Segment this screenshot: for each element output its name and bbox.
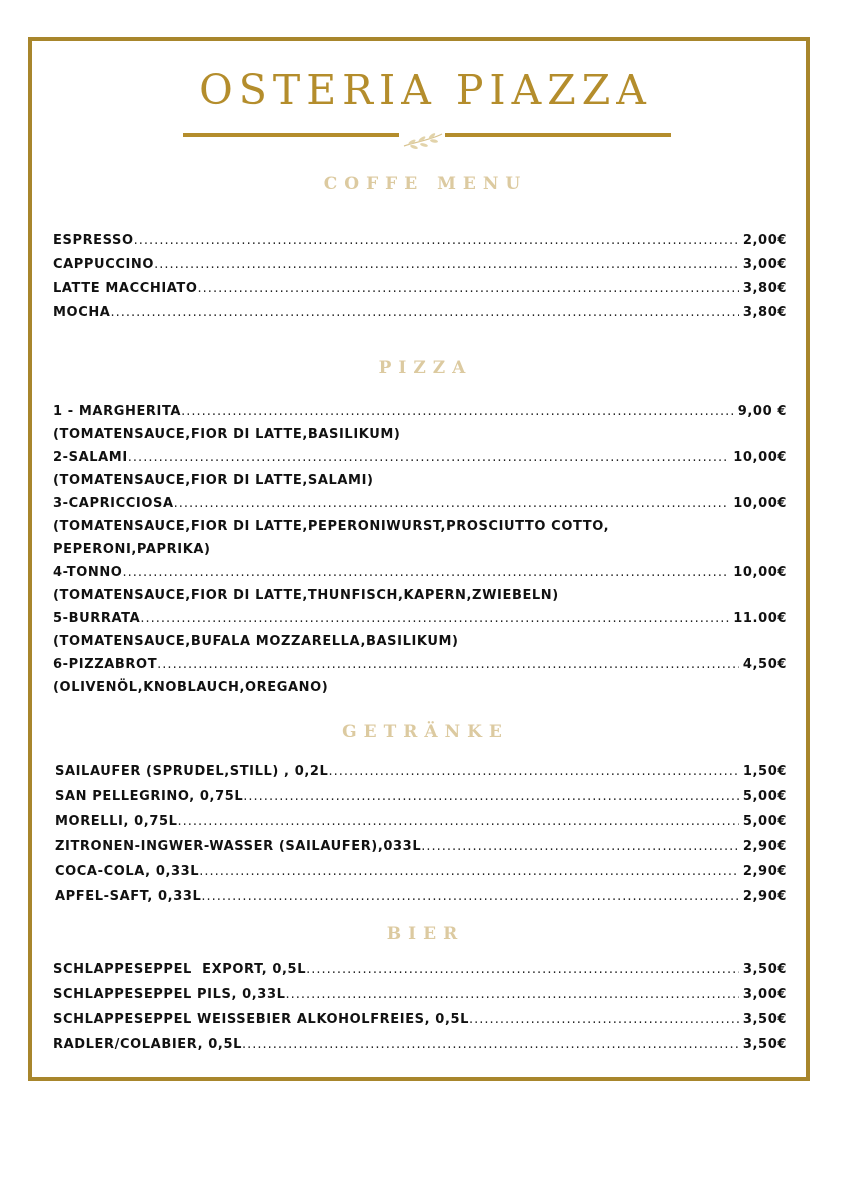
list-item: SAILAUFER (SPRUDEL,STILL) , 0,2L ..... 1,50€ xyxy=(55,759,787,784)
list-item: ZITRONEN-INGWER-WASSER (SAILAUFER),033L ..... 2,90€ xyxy=(55,834,787,859)
pizza-heading: PIZZA xyxy=(378,358,473,378)
list-item: 6-PIZZABROT ..... 4,50€ (OLIVENÖL,KNOBLAUCH,OREGANO) xyxy=(53,653,787,699)
list-item: APFEL-SAFT, 0,33L ..... 2,90€ xyxy=(55,884,787,909)
beer-heading: BIER xyxy=(386,924,465,944)
pizza-description: (TOMATENSAUCE,FIOR DI LATTE,PEPERONIWURST,PROSCIUTTO COTTO, xyxy=(53,519,610,534)
pizza-description: (TOMATENSAUCE,FIOR DI LATTE,BASILIKUM) xyxy=(53,427,401,442)
list-item: SCHLAPPESEPPEL WEISSEBIER ALKOHOLFREIES, 0,5L ..... 3,50€ xyxy=(53,1007,787,1032)
list-item: SAN PELLEGRINO, 0,75L ..... 5,00€ xyxy=(55,784,787,809)
coffee-list xyxy=(53,229,787,325)
pizza-description: (TOMATENSAUCE,FIOR DI LATTE,THUNFISCH,KAPERN,ZWIEBELN) xyxy=(53,588,559,603)
list-item: 4-TONNO ..... 10,00€ (TOMATENSAUCE,FIOR DI LATTE,THUNFISCH,KAPERN,ZWIEBELN) xyxy=(53,561,787,607)
list-item: CAPPUCCINO ..... 3,00€ xyxy=(53,253,787,277)
list-item: ESPRESSO ..... 2,00€ xyxy=(53,229,787,253)
list-item: 5-BURRATA ..... 11.00€ (TOMATENSAUCE,BUFALA MOZZARELLA,BASILIKUM) xyxy=(53,607,787,653)
drinks-list xyxy=(55,759,787,909)
title-rule-left xyxy=(183,133,399,137)
pizza-list xyxy=(53,400,787,699)
pizza-description: (TOMATENSAUCE,FIOR DI LATTE,SALAMI) xyxy=(53,473,374,488)
pizza-description: PEPERONI,PAPRIKA) xyxy=(53,542,211,557)
beer-list xyxy=(53,957,787,1057)
drinks-heading: GETRÄNKE xyxy=(342,722,509,742)
coffee-heading: COFFE MENU xyxy=(323,174,528,194)
list-item: MORELLI, 0,75L ..... 5,00€ xyxy=(55,809,787,834)
list-item: COCA-COLA, 0,33L ..... 2,90€ xyxy=(55,859,787,884)
list-item: SCHLAPPESEPPEL PILS, 0,33L ..... 3,00€ xyxy=(53,982,787,1007)
list-item: MOCHA ..... 3,80€ xyxy=(53,301,787,325)
pizza-description: (TOMATENSAUCE,BUFALA MOZZARELLA,BASILIKUM) xyxy=(53,634,459,649)
restaurant-title: OSTERIA PIAZZA xyxy=(199,66,652,114)
title-rule-right xyxy=(445,133,671,137)
list-item: SCHLAPPESEPPEL EXPORT, 0,5L ..... 3,50€ xyxy=(53,957,787,982)
list-item: 1 - MARGHERITA ..... 9,00 € (TOMATENSAUCE,FIOR DI LATTE,BASILIKUM) xyxy=(53,400,787,446)
olive-branch-icon xyxy=(400,128,446,154)
pizza-description: (OLIVENÖL,KNOBLAUCH,OREGANO) xyxy=(53,680,329,695)
list-item: 2-SALAMI ..... 10,00€ (TOMATENSAUCE,FIOR DI LATTE,SALAMI) xyxy=(53,446,787,492)
list-item: 3-CAPRICCIOSA ..... 10,00€ (TOMATENSAUCE,FIOR DI LATTE,PEPERONIWURST,PROSCIUTTO COTTO, PEPERONI,PAPRIKA) xyxy=(53,492,787,561)
list-item: LATTE MACCHIATO ..... 3,80€ xyxy=(53,277,787,301)
list-item: RADLER/COLABIER, 0,5L ..... 3,50€ xyxy=(53,1032,787,1057)
